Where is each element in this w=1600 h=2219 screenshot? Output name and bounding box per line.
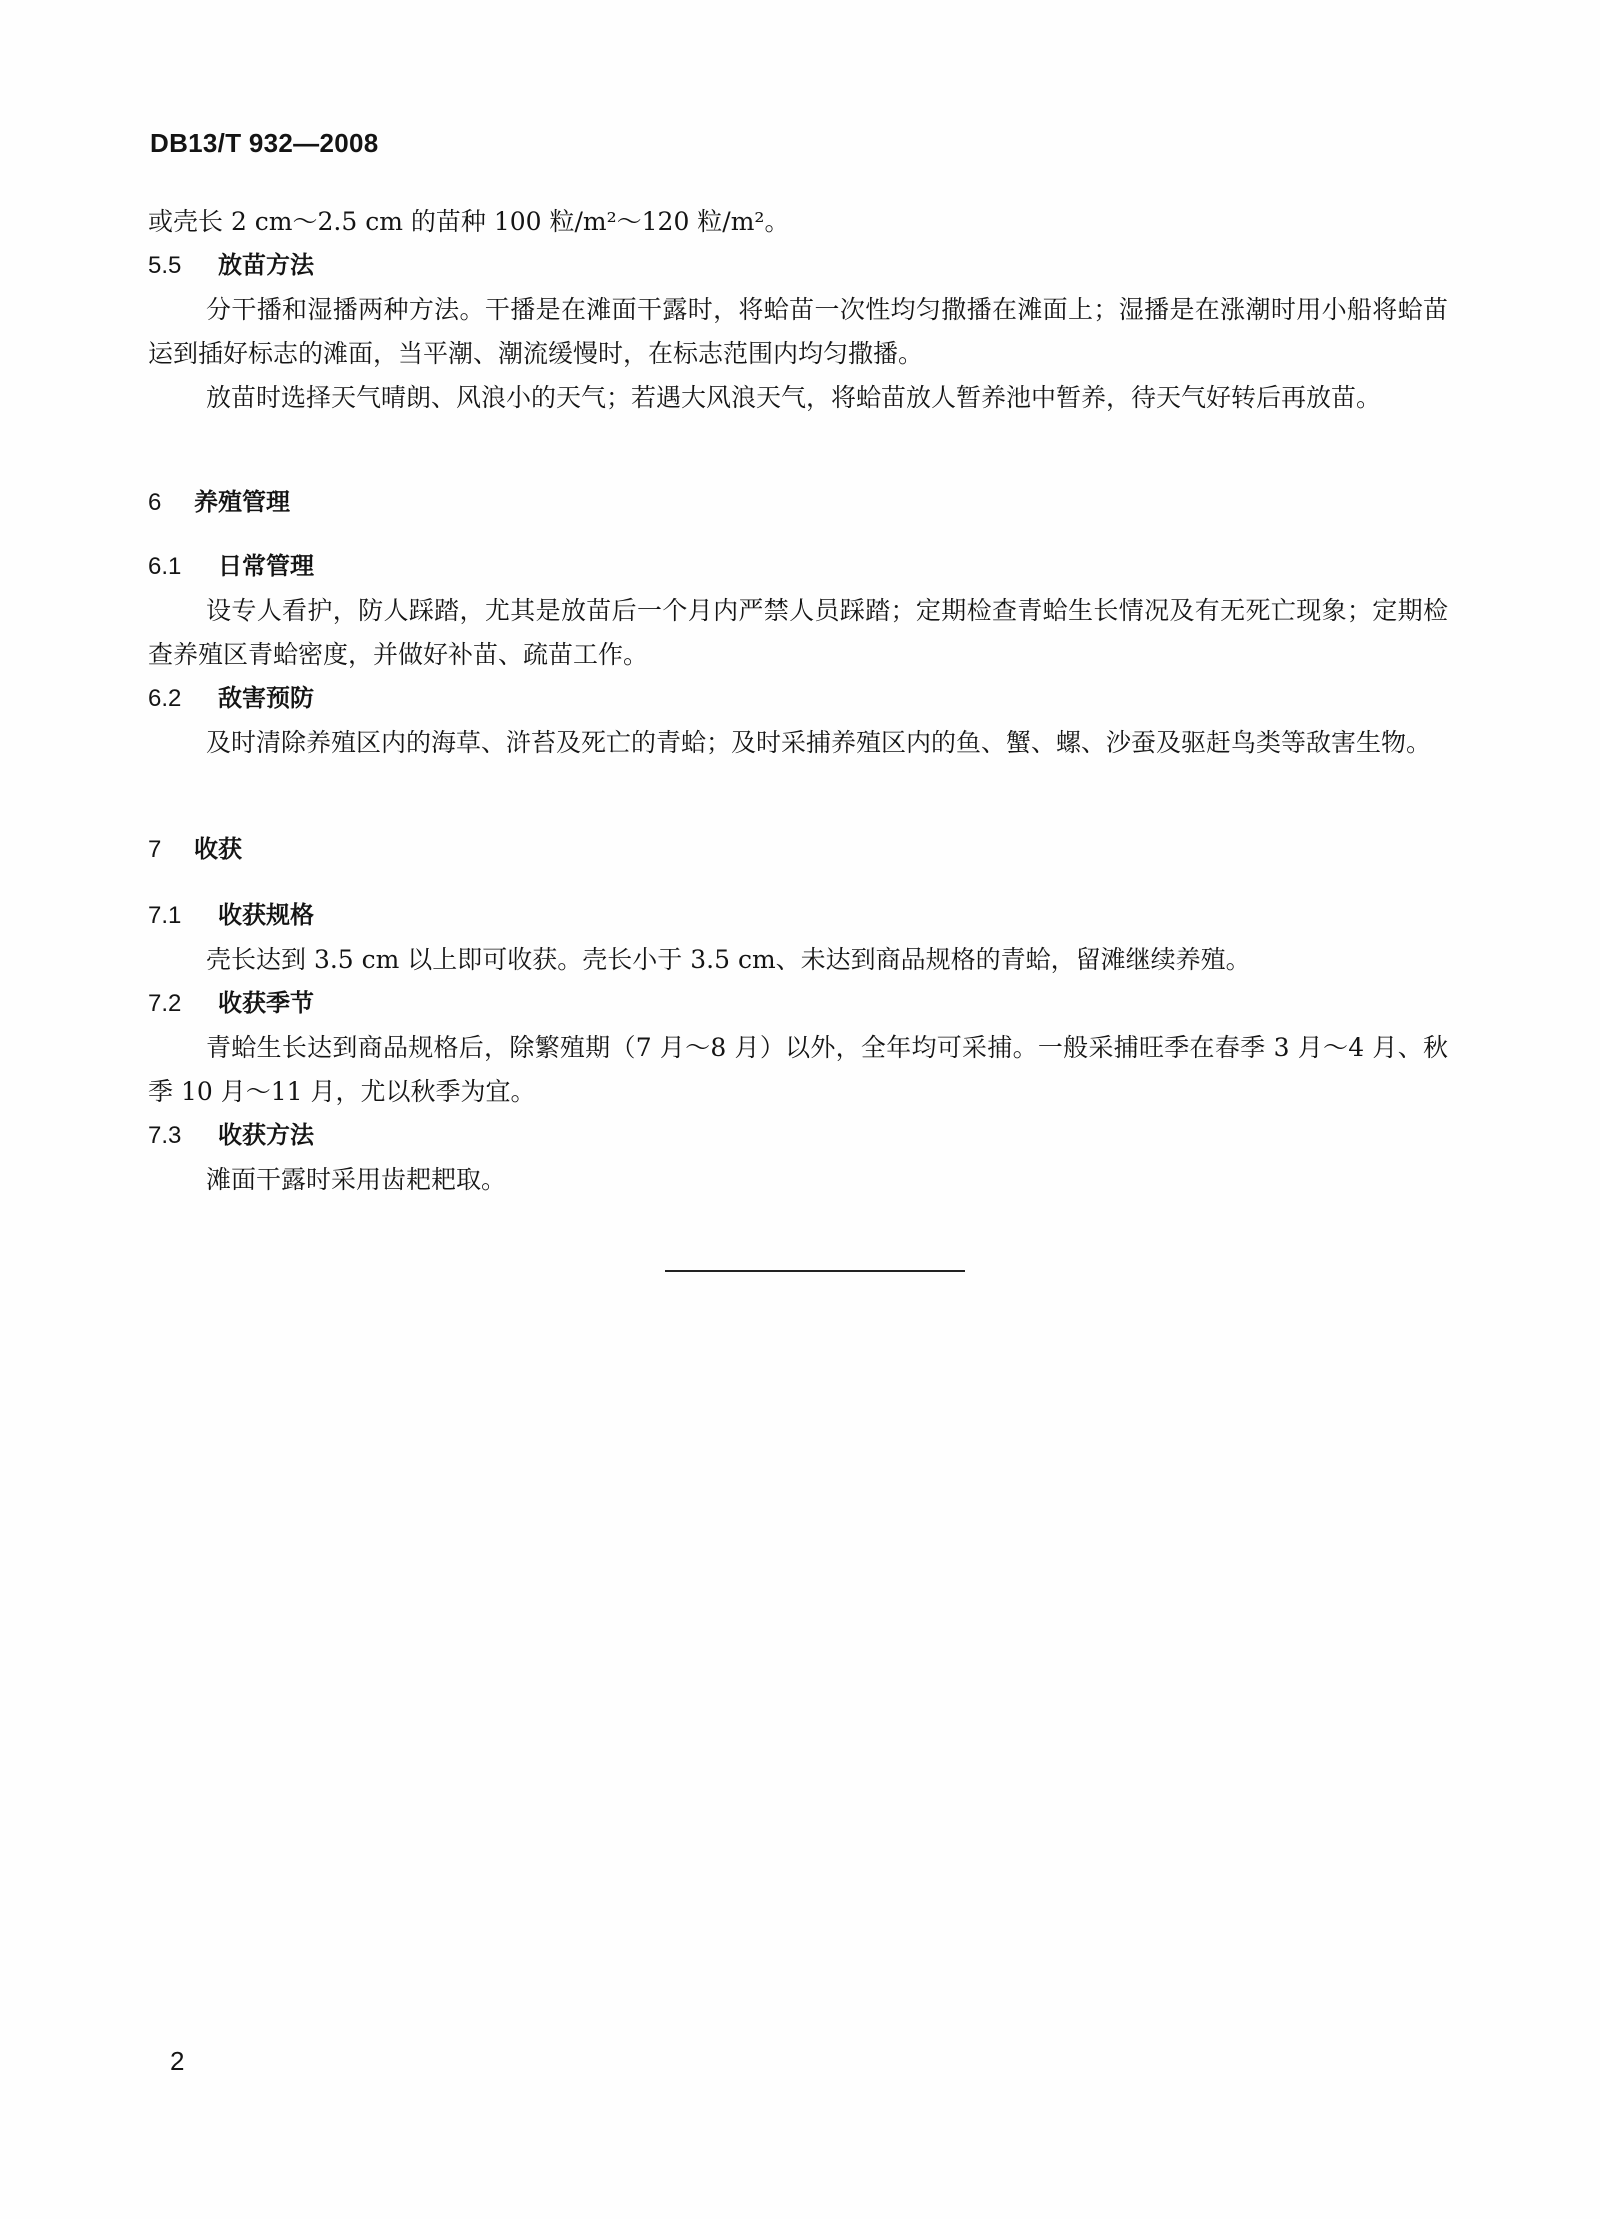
heading-number: 7 — [148, 836, 162, 863]
intro-paragraph: 或壳长 2 cm～2.5 cm 的苗种 100 粒/m²～120 粒/m²。 — [148, 207, 790, 236]
heading-number: 7.3 — [148, 1122, 182, 1149]
heading-7-2 — [148, 982, 1448, 1026]
section-5-5-block — [148, 200, 1448, 420]
chapter-6-block — [148, 481, 1448, 525]
heading-6 — [148, 481, 1448, 525]
heading-7-1 — [148, 894, 1448, 938]
document-code: DB13/T 932—2008 — [150, 128, 379, 158]
heading-title: 收获方法 — [218, 1122, 314, 1149]
heading-title: 收获 — [194, 836, 242, 863]
heading-7 — [148, 828, 1448, 872]
chapter-7-block — [148, 828, 1448, 872]
paragraph-6-1: 设专人看护，防人踩踏，尤其是放苗后一个月内严禁人员踩踏；定期检查青蛤生长情况及有无死亡现象；定期检查养殖区青蛤密度，并做好补苗、疏苗工作。 — [148, 596, 1448, 669]
paragraph-5-5-1: 分干播和湿播两种方法。干播是在滩面干露时，将蛤苗一次性均匀撒播在滩面上；湿播是在涨潮时用小船将蛤苗运到插好标志的滩面，当平潮、潮流缓慢时，在标志范围内均匀撒播。 — [148, 295, 1448, 368]
paragraph-7-1: 壳长达到 3.5 cm 以上即可收获。壳长小于 3.5 cm、未达到商品规格的青蛤，留滩继续养殖。 — [206, 945, 1251, 974]
heading-title: 养殖管理 — [194, 489, 290, 516]
heading-number: 5.5 — [148, 252, 182, 279]
heading-number: 7.2 — [148, 990, 182, 1017]
heading-title: 收获季节 — [218, 990, 314, 1017]
section-7-block — [148, 894, 1448, 1202]
heading-title: 收获规格 — [218, 902, 314, 929]
heading-title: 日常管理 — [218, 553, 314, 580]
heading-6-1 — [148, 545, 1448, 589]
paragraph-7-3: 滩面干露时采用齿耙耙取。 — [206, 1165, 507, 1194]
section-6-block — [148, 545, 1448, 765]
paragraph-5-5-2: 放苗时选择天气晴朗、风浪小的天气；若遇大风浪天气，将蛤苗放人暂养池中暂养，待天气好转后再放苗。 — [206, 383, 1382, 412]
end-rule — [665, 1270, 965, 1272]
heading-title: 放苗方法 — [218, 252, 314, 279]
heading-6-2 — [148, 677, 1448, 721]
paragraph-7-2: 青蛤生长达到商品规格后，除繁殖期（7 月～8 月）以外，全年均可采捕。一般采捕旺季在春季 3 月～4 月、秋季 10 月～11 月，尤以秋季为宜。 — [148, 1033, 1448, 1106]
page-number: 2 — [170, 2046, 185, 2076]
heading-title: 敌害预防 — [218, 685, 314, 712]
heading-number: 7.1 — [148, 902, 182, 929]
heading-5-5 — [148, 244, 1448, 288]
heading-number: 6.2 — [148, 685, 182, 712]
heading-number: 6 — [148, 489, 162, 516]
heading-number: 6.1 — [148, 553, 182, 580]
heading-7-3 — [148, 1114, 1448, 1158]
paragraph-6-2: 及时清除养殖区内的海草、浒苔及死亡的青蛤；及时采捕养殖区内的鱼、蟹、螺、沙蚕及驱赶鸟类等敌害生物。 — [206, 728, 1432, 757]
